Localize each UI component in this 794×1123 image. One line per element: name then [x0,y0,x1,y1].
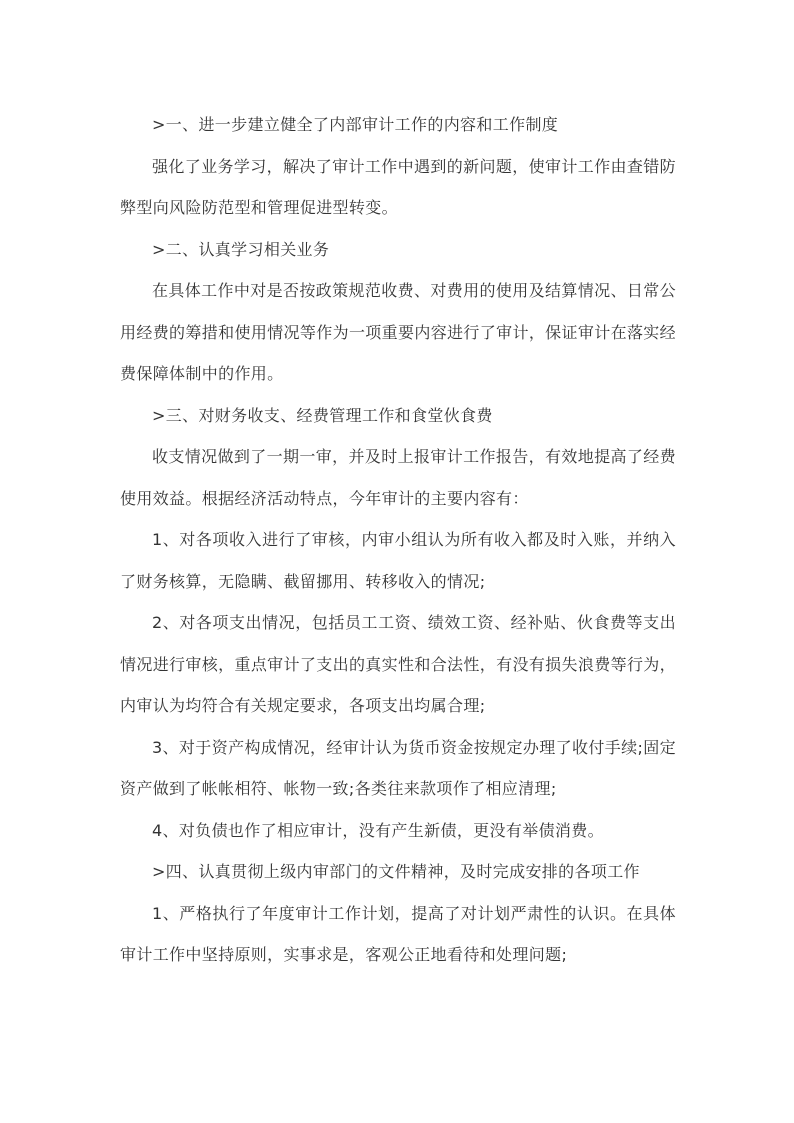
body-paragraph: 在具体工作中对是否按政策规范收费、对费用的使用及结算情况、日常公用经费的筹措和使用情况等作为一项重要内容进行了审计，保证审计在落实经费保障体制中的作用。 [120,281,676,383]
list-item-3: 3、对于资产构成情况，经审计认为货币资金按规定办理了收付手续;固定资产做到了帐帐相符、帐物一致;各类往来款项作了相应清理; [120,737,676,798]
list-item-2: 2、对各项支出情况，包括员工工资、绩效工资、经补贴、伙食费等支出情况进行审核，重点审计了支出的真实性和合法性，有没有损失浪费等行为，内审认为均符合有关规定要求，各项支出均属合理; [120,613,676,715]
section-heading-3: >三、对财务收支、经费管理工作和食堂伙食费 [152,405,493,425]
section-heading-1: >一、进一步建立健全了内部审计工作的内容和工作制度 [152,115,559,134]
section-heading-2: >二、认真学习相关业务 [152,239,330,259]
section-heading-4: >四、认真贯彻上级内审部门的文件精神，及时完成安排的各项工作 [152,862,640,881]
body-paragraph: 收支情况做到了一期一审，并及时上报审计工作报告，有效地提高了经费使用效益。根据经济活动特点，今年审计的主要内容有： [120,447,676,508]
list-item-4: 4、对负债也作了相应审计，没有产生新债，更没有举债消费。 [152,820,604,840]
list-item-1-section-4: 1、严格执行了年度审计工作计划，提高了对计划严肃性的认识。在具体审计工作中坚持原则，实事求是，客观公正地看待和处理问题; [120,903,676,964]
body-paragraph: 强化了业务学习，解决了审计工作中遇到的新问题，使审计工作由查错防弊型向风险防范型和管理促进型转变。 [120,156,676,217]
document-body [120,104,676,976]
list-item-1: 1、对各项收入进行了审核，内审小组认为所有收入都及时入账，并纳入了财务核算，无隐瞒、截留挪用、转移收入的情况; [120,530,676,591]
